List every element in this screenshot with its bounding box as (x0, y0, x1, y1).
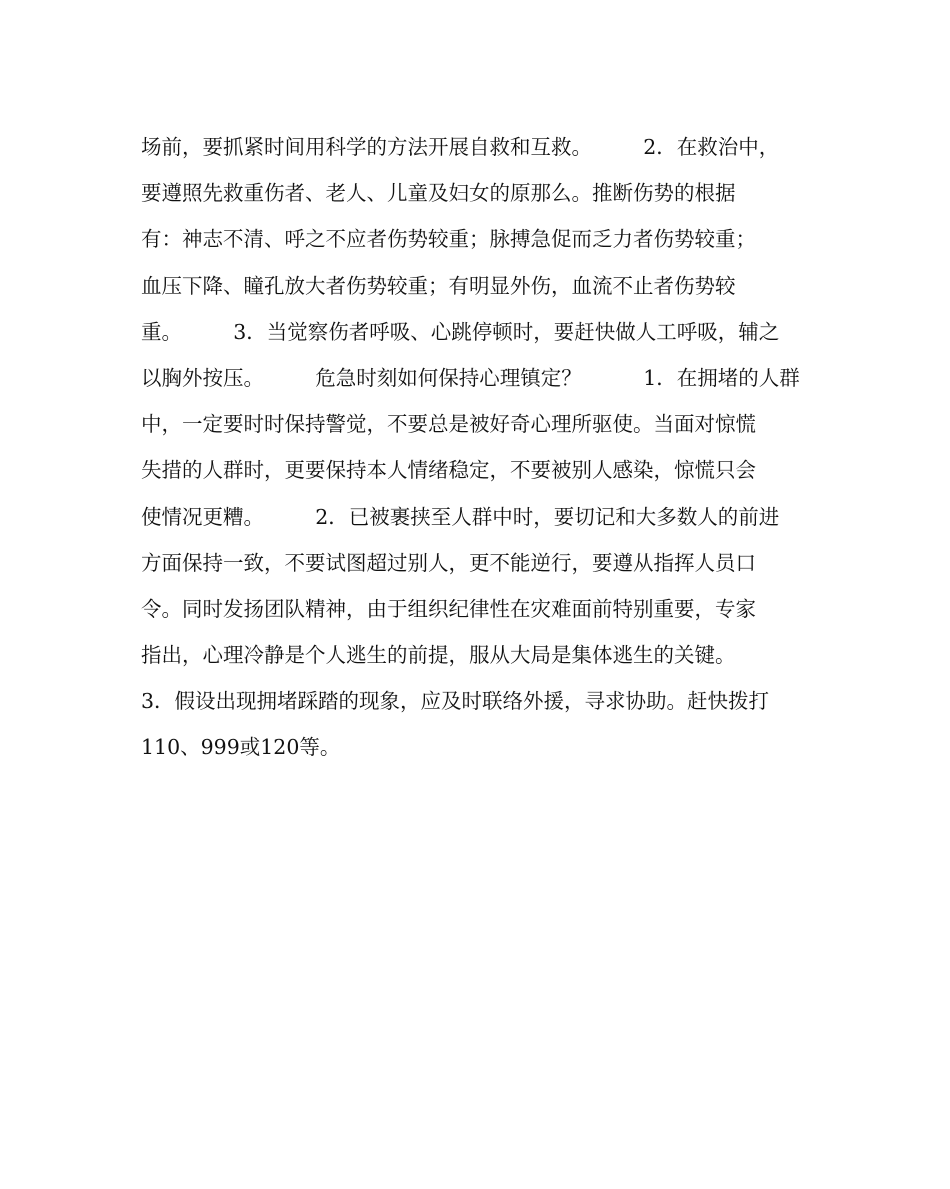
text-line: 要遵照先救重伤者、老人、儿童及妇女的原那么。推断伤势的根据 (141, 181, 736, 206)
text-line: 以胸外按压。 危急时刻如何保持心理镇定？ 1．在拥堵的人群 (141, 365, 800, 390)
text-line: 110、999或120等。 (141, 735, 341, 760)
text-line: 有：神志不清、呼之不应者伤势较重；脉搏急促而乏力者伤势较重； (141, 227, 756, 252)
text-line: 令。同时发扬团队精神，由于组织纪律性在灾难面前特别重要，专家 (141, 596, 756, 621)
text-line: 方面保持一致，不要试图超过别人，更不能逆行，要遵从指挥人员口 (141, 550, 756, 575)
text-line: 指出，心理冷静是个人逃生的前提，服从大局是集体逃生的关键。 (141, 643, 736, 668)
text-line: 重。 3．当觉察伤者呼吸、心跳停顿时，要赶快做人工呼吸，辅之 (141, 319, 780, 344)
text-line: 中，一定要时时保持警觉，不要总是被好奇心理所驱使。当面对惊慌 (141, 412, 756, 437)
text-line: 场前，要抓紧时间用科学的方法开展自救和互救。 2．在救治中， (141, 135, 780, 159)
body-text (141, 124, 821, 771)
text-line: 失措的人群时，更要保持本人情绪稳定，不要被别人感染，惊慌只会 (141, 458, 756, 483)
text-line: 血压下降、瞳孔放大者伤势较重；有明显外伤，血流不止者伤势较 (141, 273, 736, 298)
text-line: 3．假设出现拥堵踩踏的现象，应及时联络外援，寻求协助。赶快拨打 (141, 689, 770, 714)
text-line: 使情况更糟。 2．已被裹挟至人群中时，要切记和大多数人的前进 (141, 504, 780, 529)
